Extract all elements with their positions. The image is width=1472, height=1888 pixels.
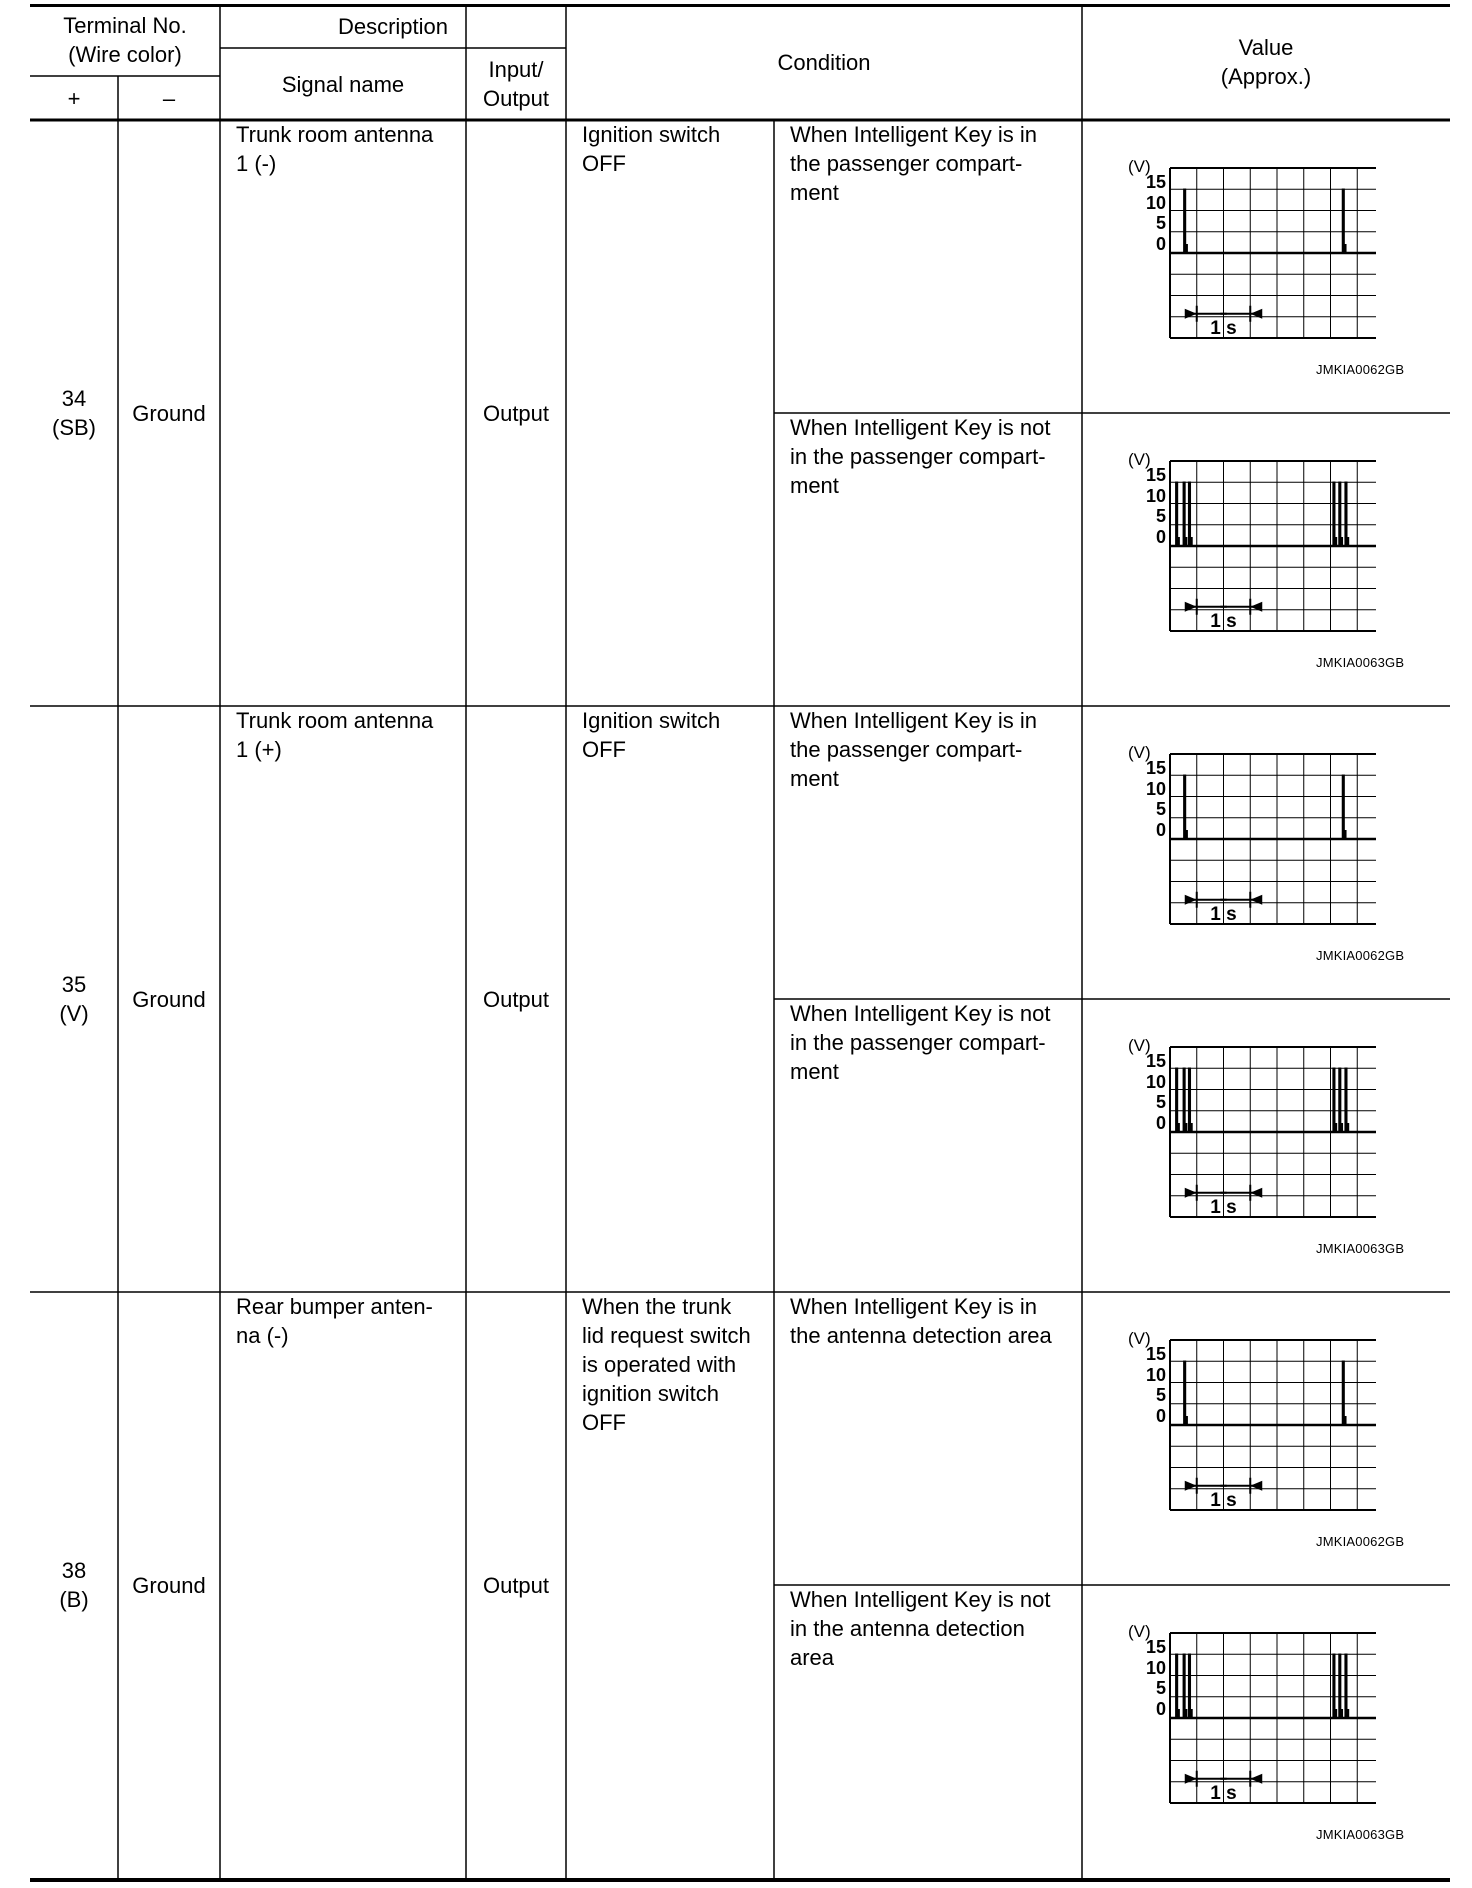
voltage-waveform [1126, 1039, 1376, 1239]
condition-line: is operated with [582, 1352, 737, 1377]
waveform-pulse [1333, 482, 1335, 546]
sub-condition-cell [774, 999, 1082, 1292]
waveform-tick-label: 5 [1155, 1385, 1166, 1405]
waveform-unit-label: (V) [1128, 1039, 1151, 1055]
waveform-unit-label: (V) [1128, 746, 1151, 762]
waveform-tick-label: 5 [1155, 213, 1166, 233]
input-output-cell [466, 120, 566, 706]
sub-condition-cell [774, 1585, 1082, 1878]
waveform-pulse [1343, 1361, 1345, 1425]
waveform-unit-label: (V) [1128, 160, 1151, 176]
sub-condition-cell [774, 120, 1082, 413]
wire-color: (V) [59, 1001, 89, 1026]
header-plus: + [67, 85, 81, 111]
time-scale-label: 1 s [1210, 611, 1237, 632]
header-terminal-no-label: Terminal No. [63, 13, 187, 38]
figure-code: JMKIA0062GB [1316, 1534, 1405, 1549]
input-output-value: Output [482, 986, 550, 1012]
sub-condition-line: ment [790, 1059, 839, 1084]
waveform-pulse-tail [1189, 537, 1193, 546]
waveform-pulse-tail [1343, 244, 1347, 253]
waveform-pulse-tail [1345, 537, 1349, 546]
waveform-pulse [1345, 1654, 1347, 1718]
waveform-tick-label: 15 [1145, 465, 1166, 485]
ground-label: Ground [132, 1572, 206, 1598]
ground-label: Ground [132, 400, 206, 426]
waveform-pulse-tail [1339, 537, 1343, 546]
figure-code: JMKIA0062GB [1316, 948, 1405, 963]
header-signal-name: Signal name [281, 71, 405, 97]
waveform-tick-label: 0 [1155, 527, 1166, 547]
waveform-pulse [1339, 1068, 1341, 1132]
condition-line: OFF [582, 737, 626, 762]
waveform-tick-label: 15 [1145, 1051, 1166, 1071]
waveform-tick-label: 5 [1155, 799, 1166, 819]
waveform-tick-label: 10 [1145, 1658, 1166, 1678]
waveform-pulse [1183, 1068, 1185, 1132]
sub-condition-cell [774, 1292, 1082, 1585]
waveform-pulse-tail [1345, 1709, 1349, 1718]
waveform-tick-label: 0 [1155, 234, 1166, 254]
wire-color: (SB) [52, 415, 96, 440]
terminal-number-cell [30, 120, 118, 706]
header-value-line2: (Approx.) [1220, 64, 1312, 89]
figure-code: JMKIA0063GB [1316, 1241, 1405, 1256]
waveform-tick-label: 15 [1145, 172, 1166, 192]
figure-code: JMKIA0062GB [1316, 362, 1405, 377]
header-description: Description [337, 13, 449, 39]
sub-condition-cell [774, 706, 1082, 999]
wire-color: (B) [59, 1587, 89, 1612]
waveform-pulse-tail [1343, 830, 1347, 839]
voltage-waveform [1126, 160, 1376, 360]
waveform-pulse [1183, 482, 1185, 546]
waveform-pulse [1333, 1654, 1335, 1718]
waveform-pulse-tail [1189, 1123, 1193, 1132]
signal-name-cell [220, 1292, 466, 1878]
condition-line: When the trunk [582, 1294, 732, 1319]
sub-condition-line: the antenna detection area [790, 1323, 1052, 1348]
condition-cell [566, 1292, 774, 1878]
waveform-pulse-tail [1176, 1123, 1180, 1132]
sub-condition-line: When Intelligent Key is not [790, 415, 1051, 440]
waveform-tick-label: 0 [1155, 1406, 1166, 1426]
time-scale-label: 1 s [1210, 1783, 1237, 1804]
input-output-value: Output [482, 1572, 550, 1598]
terminal-inspection-table [30, 4, 1450, 1882]
waveform-pulse-tail [1183, 1123, 1187, 1132]
waveform-pulse [1345, 482, 1347, 546]
waveform-unit-label: (V) [1128, 1332, 1151, 1348]
waveform-pulse [1343, 189, 1345, 253]
waveform-pulse [1176, 1068, 1178, 1132]
voltage-waveform [1126, 746, 1376, 946]
waveform-pulse [1183, 1654, 1185, 1718]
condition-line: Ignition switch [582, 122, 721, 147]
ground-cell [118, 1292, 220, 1878]
waveform-pulse [1184, 189, 1186, 253]
waveform-tick-label: 0 [1155, 820, 1166, 840]
waveform-tick-label: 10 [1145, 1365, 1166, 1385]
waveform-pulse-tail [1333, 537, 1337, 546]
waveform-pulse-tail [1183, 1709, 1187, 1718]
condition-cell [566, 120, 774, 706]
waveform-tick-label: 10 [1145, 1072, 1166, 1092]
header-input-output-line2: Output [482, 86, 550, 111]
signal-name-line: Rear bumper anten- [236, 1294, 433, 1319]
voltage-waveform [1126, 453, 1376, 653]
waveform-pulse [1339, 1654, 1341, 1718]
header-value-line1: Value [1238, 35, 1294, 60]
waveform-pulse-tail [1189, 1709, 1193, 1718]
input-output-cell [466, 1292, 566, 1878]
input-output-cell [466, 706, 566, 1292]
sub-condition-line: When Intelligent Key is in [790, 708, 1038, 733]
sub-condition-line: ment [790, 766, 839, 791]
waveform-tick-label: 15 [1145, 1344, 1166, 1364]
time-scale-label: 1 s [1210, 1197, 1237, 1218]
waveform-pulse-tail [1184, 830, 1188, 839]
waveform-pulse [1343, 775, 1345, 839]
voltage-waveform [1126, 1625, 1376, 1825]
waveform-pulse [1333, 1068, 1335, 1132]
terminal-number: 35 [61, 972, 87, 997]
waveform-unit-label: (V) [1128, 1625, 1151, 1641]
signal-name-cell [220, 706, 466, 1292]
time-scale-label: 1 s [1210, 1490, 1237, 1511]
header-condition: Condition [777, 49, 871, 75]
waveform-pulse-tail [1339, 1709, 1343, 1718]
terminal-number: 34 [61, 386, 87, 411]
waveform-pulse-tail [1345, 1123, 1349, 1132]
condition-line: OFF [582, 1410, 626, 1435]
sub-condition-line: in the antenna detection [790, 1616, 1025, 1641]
signal-name-line: 1 (+) [236, 737, 282, 762]
ground-cell [118, 120, 220, 706]
waveform-pulse [1176, 1654, 1178, 1718]
sub-condition-line: When Intelligent Key is not [790, 1587, 1051, 1612]
terminal-number-cell [30, 1292, 118, 1878]
time-scale-label: 1 s [1210, 904, 1237, 925]
waveform-tick-label: 5 [1155, 1678, 1166, 1698]
waveform-pulse-tail [1333, 1709, 1337, 1718]
waveform-pulse-tail [1183, 537, 1187, 546]
ground-cell [118, 706, 220, 1292]
sub-condition-cell [774, 413, 1082, 706]
waveform-tick-label: 0 [1155, 1699, 1166, 1719]
waveform-tick-label: 10 [1145, 779, 1166, 799]
signal-name-line: Trunk room antenna [236, 708, 434, 733]
figure-code: JMKIA0063GB [1316, 1827, 1405, 1842]
waveform-pulse [1189, 482, 1191, 546]
sub-condition-line: in the passenger compart- [790, 444, 1046, 469]
sub-condition-line: the passenger compart- [790, 737, 1023, 762]
condition-cell [566, 706, 774, 1292]
sub-condition-line: area [790, 1645, 835, 1670]
sub-condition-line: When Intelligent Key is not [790, 1001, 1051, 1026]
condition-line: lid request switch [582, 1323, 751, 1348]
time-scale-label: 1 s [1210, 318, 1237, 339]
waveform-pulse-tail [1176, 537, 1180, 546]
waveform-tick-label: 15 [1145, 758, 1166, 778]
waveform-pulse [1184, 1361, 1186, 1425]
waveform-pulse [1345, 1068, 1347, 1132]
signal-name-line: 1 (-) [236, 151, 277, 176]
waveform-pulse [1339, 482, 1341, 546]
header-wire-color-label: (Wire color) [68, 42, 182, 67]
waveform-tick-label: 10 [1145, 193, 1166, 213]
sub-condition-line: ment [790, 473, 839, 498]
waveform-tick-label: 0 [1155, 1113, 1166, 1133]
waveform-tick-label: 5 [1155, 506, 1166, 526]
figure-code: JMKIA0063GB [1316, 655, 1405, 670]
waveform-pulse-tail [1343, 1416, 1347, 1425]
header-minus: – [162, 85, 176, 111]
terminal-number: 38 [61, 1558, 87, 1583]
signal-name-line: na (-) [236, 1323, 289, 1348]
waveform-pulse-tail [1184, 1416, 1188, 1425]
ground-label: Ground [132, 986, 206, 1012]
terminal-number-cell [30, 706, 118, 1292]
waveform-tick-label: 5 [1155, 1092, 1166, 1112]
signal-name-line: Trunk room antenna [236, 122, 434, 147]
waveform-pulse-tail [1333, 1123, 1337, 1132]
sub-condition-line: ment [790, 180, 839, 205]
waveform-pulse [1189, 1068, 1191, 1132]
sub-condition-line: in the passenger compart- [790, 1030, 1046, 1055]
sub-condition-line: When Intelligent Key is in [790, 122, 1038, 147]
waveform-unit-label: (V) [1128, 453, 1151, 469]
voltage-waveform [1126, 1332, 1376, 1532]
waveform-pulse [1189, 1654, 1191, 1718]
waveform-pulse-tail [1339, 1123, 1343, 1132]
waveform-pulse-tail [1184, 244, 1188, 253]
condition-line: ignition switch [582, 1381, 719, 1406]
sub-condition-line: When Intelligent Key is in [790, 1294, 1038, 1319]
header-terminal-no [30, 4, 220, 76]
waveform-pulse-tail [1176, 1709, 1180, 1718]
header-input-output-line1: Input/ [488, 57, 544, 82]
signal-name-cell [220, 120, 466, 706]
condition-line: Ignition switch [582, 708, 721, 733]
input-output-value: Output [482, 400, 550, 426]
condition-line: OFF [582, 151, 626, 176]
header-input-output [466, 48, 566, 120]
waveform-pulse [1184, 775, 1186, 839]
sub-condition-line: the passenger compart- [790, 151, 1023, 176]
waveform-tick-label: 15 [1145, 1637, 1166, 1657]
waveform-tick-label: 10 [1145, 486, 1166, 506]
waveform-pulse [1176, 482, 1178, 546]
header-value [1082, 4, 1450, 120]
